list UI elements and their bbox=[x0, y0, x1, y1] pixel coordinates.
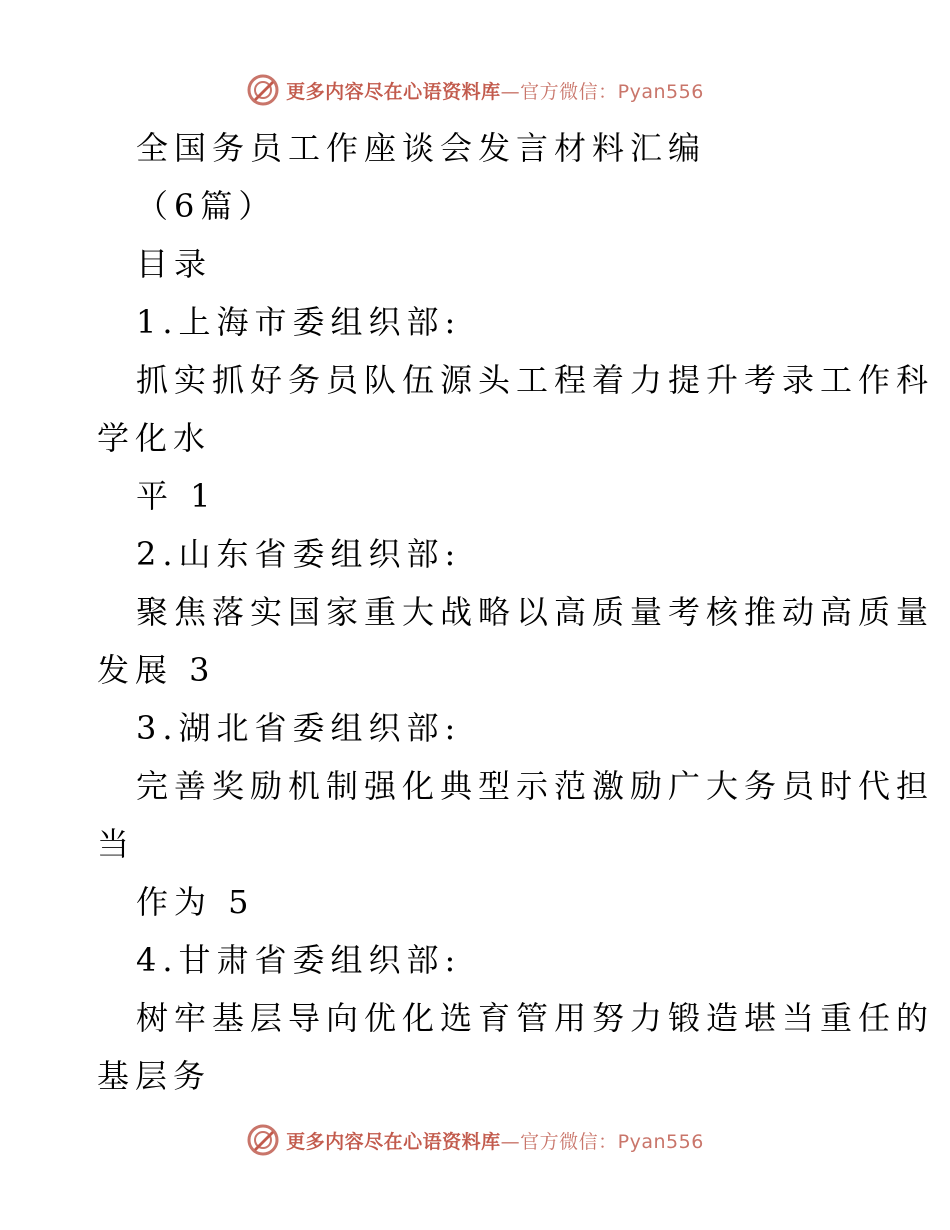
toc-heading: 目录 bbox=[136, 245, 213, 283]
toc-entry-text: 当 bbox=[97, 825, 136, 863]
toc-entry-heading: 4.甘肃省委组织部: bbox=[136, 941, 462, 979]
toc-entry-page: 发展 3 bbox=[97, 651, 216, 689]
toc-entry-page: 作为 5 bbox=[136, 883, 255, 921]
toc-entry-heading: 3.湖北省委组织部: bbox=[136, 709, 462, 747]
toc-entry-heading: 1.上海市委组织部: bbox=[136, 303, 462, 341]
toc-entry-text: 聚焦落实国家重大战略以高质量考核推动高质量 bbox=[136, 593, 935, 631]
toc-entry-text: 抓实抓好务员队伍源头工程着力提升考录工作科 bbox=[136, 361, 935, 399]
watermark-text: 更多内容尽在心语资料库—官方微信：Pyan556 bbox=[286, 80, 704, 103]
watermark-footer bbox=[0, 1120, 950, 1160]
toc-entry-text: 基层务 bbox=[97, 1057, 212, 1095]
toc-entry-text: 完善奖励机制强化典型示范激励广大务员时代担 bbox=[136, 767, 935, 805]
watermark-text: 更多内容尽在心语资料库—官方微信：Pyan556 bbox=[286, 1130, 704, 1153]
pen-logo-icon bbox=[246, 73, 280, 107]
document-title: 全国务员工作座谈会发言材料汇编 bbox=[136, 129, 707, 167]
toc-entry-text: 树牢基层导向优化选育管用努力锻造堪当重任的 bbox=[136, 999, 935, 1037]
watermark-header bbox=[0, 70, 950, 110]
toc-entry-text: 学化水 bbox=[97, 419, 212, 457]
toc-entry-heading: 2.山东省委组织部: bbox=[136, 535, 462, 573]
toc-entry-page: 平 1 bbox=[136, 477, 217, 515]
pen-logo-icon bbox=[246, 1123, 280, 1157]
document-count: （6篇） bbox=[136, 187, 277, 225]
